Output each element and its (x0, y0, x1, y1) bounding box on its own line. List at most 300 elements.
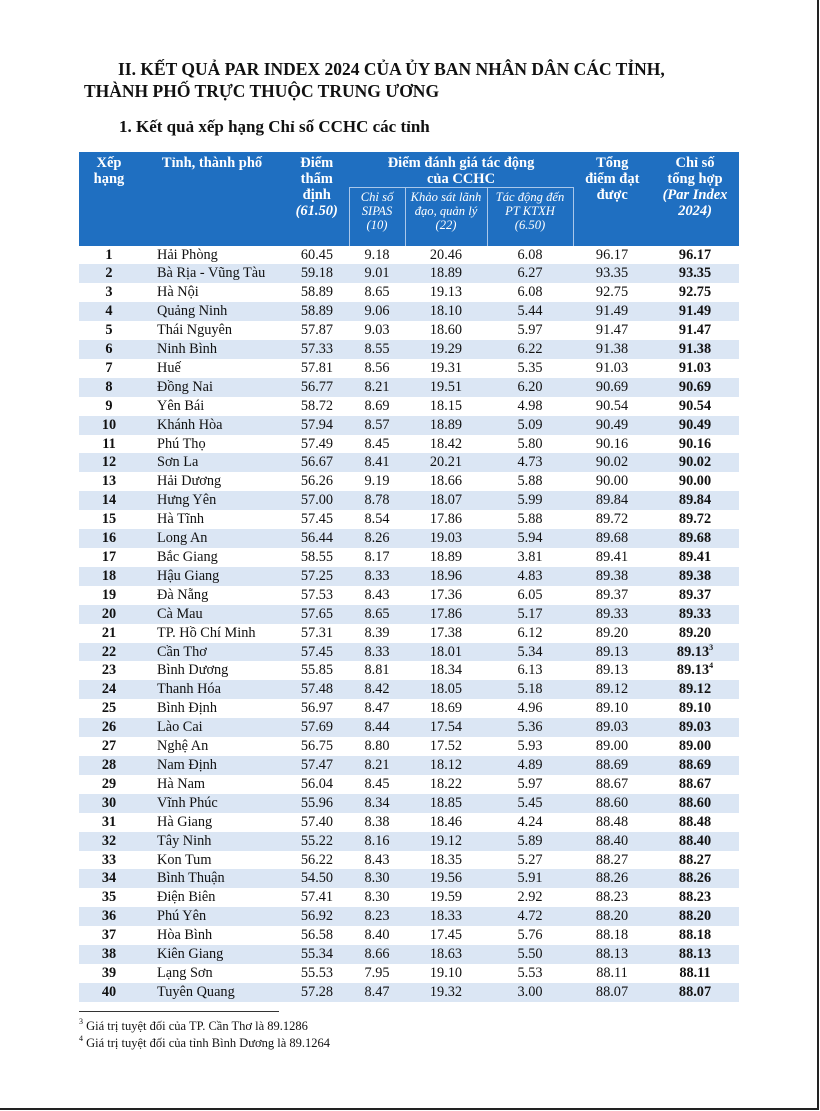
total-cell-text: 89.12 (595, 681, 629, 698)
survey-cell-text: 17.45 (429, 927, 463, 944)
table-row (79, 794, 739, 813)
table-row (79, 586, 739, 605)
rank-cell-text: 25 (101, 700, 117, 717)
index-cell (651, 491, 739, 510)
appraisal-cell-text: 55.34 (300, 946, 334, 963)
table-row (79, 510, 739, 529)
sipas-cell-text: 8.21 (364, 756, 390, 773)
socio-cell (487, 359, 573, 378)
table-row (79, 567, 739, 586)
socio-cell-text: 6.05 (517, 586, 543, 603)
sipas-cell (349, 756, 405, 775)
survey-cell-text: 19.32 (429, 983, 463, 1000)
header-province: Tỉnh, thành phố (139, 152, 285, 246)
province-cell-text: Quảng Ninh (157, 303, 228, 320)
province-cell-text: Huế (157, 359, 181, 376)
rank-cell (79, 548, 139, 567)
sipas-cell (349, 246, 405, 265)
total-cell-text: 89.72 (595, 511, 629, 528)
province-cell-text: Yên Bái (157, 397, 205, 414)
survey-cell (405, 340, 487, 359)
socio-cell-text: 6.27 (517, 265, 543, 282)
socio-cell (487, 983, 573, 1002)
socio-cell (487, 775, 573, 794)
rank-cell (79, 643, 139, 662)
index-cell-text: 89.00 (678, 738, 712, 755)
survey-cell-text: 18.89 (429, 265, 463, 282)
province-cell-text: Vĩnh Phúc (157, 794, 218, 811)
rank-cell-text: 36 (101, 908, 117, 925)
socio-cell (487, 453, 573, 472)
province-cell-text: Hòa Bình (157, 927, 213, 944)
socio-cell (487, 661, 573, 680)
appraisal-cell (285, 718, 349, 737)
sipas-cell (349, 794, 405, 813)
sipas-cell (349, 832, 405, 851)
total-cell (573, 813, 651, 832)
province-cell-text: Điện Biên (157, 889, 216, 906)
table-row (79, 983, 739, 1002)
socio-cell (487, 246, 573, 265)
appraisal-cell (285, 567, 349, 586)
rank-cell (79, 397, 139, 416)
province-cell-text: Lạng Sơn (157, 964, 213, 981)
socio-cell (487, 435, 573, 454)
socio-cell-text: 3.81 (517, 549, 543, 565)
survey-cell-text: 18.34 (429, 662, 463, 679)
index-cell (651, 869, 739, 888)
rank-cell (79, 246, 139, 265)
total-cell (573, 378, 651, 397)
appraisal-cell-text: 55.85 (300, 662, 334, 679)
socio-cell (487, 851, 573, 870)
index-cell (651, 661, 739, 680)
socio-cell (487, 964, 573, 983)
index-cell (651, 529, 739, 548)
index-cell-text: 88.20 (678, 908, 712, 925)
header-socio-line: Tác động đến (495, 190, 565, 204)
appraisal-cell-text: 55.22 (300, 832, 334, 849)
province-cell-text: TP. Hồ Chí Minh (157, 624, 256, 641)
province-cell-text: Hậu Giang (157, 567, 220, 584)
total-cell (573, 775, 651, 794)
sipas-cell-text: 8.69 (364, 397, 390, 414)
table-row (79, 321, 739, 340)
appraisal-cell-text: 58.89 (300, 284, 334, 301)
survey-cell (405, 888, 487, 907)
appraisal-cell-text: 57.87 (300, 322, 334, 339)
header-total-line: Tổng (596, 155, 629, 171)
index-cell-text: 89.72 (678, 511, 712, 528)
survey-cell-text: 17.54 (429, 719, 463, 736)
header-socio-line: (6.50) (514, 218, 546, 232)
appraisal-cell (285, 851, 349, 870)
index-cell-text: 89.13 (676, 662, 710, 679)
province-cell-text: Khánh Hòa (157, 416, 223, 433)
appraisal-cell (285, 680, 349, 699)
survey-cell-text: 19.03 (429, 530, 463, 547)
index-cell-text: 89.20 (678, 624, 712, 641)
total-cell-text: 90.00 (595, 473, 629, 490)
province-cell (139, 983, 285, 1002)
total-cell-text: 89.41 (595, 549, 629, 565)
socio-cell-text: 6.22 (517, 341, 543, 358)
survey-cell-text: 20.21 (429, 454, 463, 471)
total-cell (573, 680, 651, 699)
total-cell (573, 340, 651, 359)
index-cell (651, 624, 739, 643)
sipas-cell (349, 302, 405, 321)
survey-cell-text: 17.36 (429, 586, 463, 603)
province-cell (139, 888, 285, 907)
sipas-cell-text: 8.55 (364, 341, 390, 358)
rank-cell (79, 510, 139, 529)
header-sipas (349, 188, 405, 246)
rank-cell-text: 9 (105, 397, 113, 414)
province-cell (139, 661, 285, 680)
table-row (79, 643, 739, 662)
rank-cell (79, 661, 139, 680)
index-cell-text: 93.35 (678, 265, 712, 282)
socio-cell-text: 5.44 (517, 303, 543, 320)
appraisal-cell-text: 60.45 (300, 246, 334, 263)
index-cell (651, 548, 739, 567)
sipas-cell (349, 718, 405, 737)
appraisal-cell-text: 57.00 (300, 492, 334, 509)
appraisal-cell-text: 56.44 (300, 530, 334, 547)
rank-cell-text: 19 (101, 586, 117, 603)
appraisal-cell-text: 57.25 (300, 567, 334, 584)
survey-cell-text: 19.51 (429, 378, 463, 395)
socio-cell (487, 926, 573, 945)
rank-cell (79, 472, 139, 491)
socio-cell-text: 5.27 (517, 851, 543, 868)
province-cell-text: Tuyên Quang (157, 983, 235, 1000)
socio-cell-text: 5.76 (517, 927, 543, 944)
survey-cell-text: 18.89 (429, 416, 463, 433)
total-cell-text: 96.17 (595, 246, 629, 263)
total-cell (573, 435, 651, 454)
index-cell (651, 775, 739, 794)
survey-cell (405, 416, 487, 435)
socio-cell-text: 5.88 (517, 473, 543, 490)
index-cell-text: 88.11 (679, 964, 711, 981)
index-cell-text: 89.37 (678, 586, 712, 603)
survey-cell (405, 321, 487, 340)
index-cell (651, 397, 739, 416)
rank-cell-text: 14 (101, 492, 117, 509)
province-cell-text: Hưng Yên (157, 492, 217, 509)
table-row (79, 775, 739, 794)
socio-cell (487, 907, 573, 926)
appraisal-cell (285, 888, 349, 907)
sipas-cell (349, 680, 405, 699)
rank-cell-text: 27 (101, 738, 117, 755)
index-cell-text: 89.10 (678, 700, 712, 717)
socio-cell (487, 321, 573, 340)
header-row-top (79, 152, 739, 188)
rank-cell-text: 26 (101, 719, 117, 736)
socio-cell-text: 5.50 (517, 946, 543, 963)
total-cell-text: 90.69 (595, 378, 629, 395)
header-impact-line: của CCHC (426, 171, 496, 187)
survey-cell-text: 18.63 (429, 946, 463, 963)
rank-cell-text: 40 (101, 983, 117, 1000)
total-cell (573, 567, 651, 586)
header-index-line: Chỉ số (675, 155, 715, 171)
appraisal-cell (285, 643, 349, 662)
survey-cell (405, 851, 487, 870)
survey-cell-text: 18.01 (429, 643, 463, 660)
sipas-cell (349, 945, 405, 964)
sipas-cell-text: 8.80 (364, 738, 390, 755)
socio-cell (487, 624, 573, 643)
table-row (79, 699, 739, 718)
total-cell (573, 472, 651, 491)
table-row (79, 718, 739, 737)
table-row (79, 945, 739, 964)
footnote-ref: 4 (709, 661, 714, 671)
province-cell-text: Nghệ An (157, 738, 209, 755)
survey-cell (405, 586, 487, 605)
sipas-cell-text: 8.57 (364, 416, 390, 433)
survey-cell-text: 18.05 (429, 681, 463, 698)
total-cell (573, 832, 651, 851)
sipas-cell-text: 8.56 (364, 359, 390, 376)
appraisal-cell (285, 813, 349, 832)
appraisal-cell (285, 359, 349, 378)
section-heading-line1: II. KẾT QUẢ PAR INDEX 2024 CỦA ỦY BAN NHÂN DÂN CÁC TỈNH, (118, 59, 665, 79)
province-cell (139, 699, 285, 718)
appraisal-cell-text: 57.94 (300, 416, 334, 433)
table-body (79, 246, 739, 1002)
header-impact-group (349, 152, 573, 188)
rank-cell-text: 33 (101, 851, 117, 868)
province-cell (139, 907, 285, 926)
header-index-line: 2024) (678, 203, 712, 219)
index-cell (651, 718, 739, 737)
rank-cell-text: 24 (101, 681, 117, 698)
province-cell-text: Bình Định (157, 700, 217, 717)
rank-cell-text: 21 (101, 624, 117, 641)
appraisal-cell-text: 54.50 (300, 870, 334, 887)
province-cell (139, 472, 285, 491)
sipas-cell-text: 8.81 (364, 662, 390, 679)
socio-cell-text: 4.98 (517, 397, 543, 414)
index-cell (651, 246, 739, 265)
rank-cell (79, 680, 139, 699)
table-row (79, 661, 739, 680)
appraisal-cell (285, 548, 349, 567)
province-cell (139, 869, 285, 888)
total-cell-text: 88.40 (595, 832, 629, 849)
socio-cell-text: 6.12 (517, 624, 543, 641)
total-cell (573, 321, 651, 340)
total-cell-text: 89.68 (595, 530, 629, 547)
appraisal-cell (285, 964, 349, 983)
index-cell-text: 89.68 (678, 530, 712, 547)
total-cell (573, 397, 651, 416)
table-row (79, 302, 739, 321)
index-cell-text: 88.69 (678, 756, 712, 773)
header-index (651, 152, 739, 246)
table-row (79, 832, 739, 851)
table-row (79, 416, 739, 435)
header-sipas-line: SIPAS (361, 204, 393, 218)
sipas-cell (349, 472, 405, 491)
index-cell-text: 91.49 (678, 303, 712, 320)
total-cell-text: 88.60 (595, 794, 629, 811)
province-cell-text: Hà Giang (157, 813, 213, 830)
appraisal-cell-text: 57.48 (300, 681, 334, 698)
table-row (79, 378, 739, 397)
rank-cell-text: 6 (105, 341, 113, 358)
total-cell-text: 89.00 (595, 738, 629, 755)
socio-cell-text: 6.13 (517, 662, 543, 679)
index-cell (651, 453, 739, 472)
sipas-cell-text: 8.45 (364, 435, 390, 452)
rank-cell-text: 16 (101, 530, 117, 547)
total-cell (573, 718, 651, 737)
table-row (79, 888, 739, 907)
footnote-mark: 4 (79, 1034, 83, 1043)
survey-cell (405, 359, 487, 378)
appraisal-cell-text: 56.58 (300, 927, 334, 944)
province-cell (139, 510, 285, 529)
survey-cell (405, 472, 487, 491)
appraisal-cell (285, 737, 349, 756)
total-cell (573, 605, 651, 624)
index-cell (651, 378, 739, 397)
total-cell-text: 88.13 (595, 946, 629, 963)
survey-cell (405, 605, 487, 624)
header-sipas-line: (10) (366, 218, 388, 232)
sipas-cell-text: 8.30 (364, 870, 390, 887)
province-cell-text: Bắc Giang (157, 549, 218, 565)
socio-cell (487, 283, 573, 302)
index-cell (651, 435, 739, 454)
rank-cell-text: 5 (105, 322, 113, 339)
rank-cell (79, 340, 139, 359)
index-cell (651, 851, 739, 870)
socio-cell (487, 888, 573, 907)
appraisal-cell (285, 453, 349, 472)
province-cell-text: Kiên Giang (157, 946, 224, 963)
total-cell (573, 510, 651, 529)
province-cell (139, 435, 285, 454)
province-cell (139, 643, 285, 662)
index-cell (651, 737, 739, 756)
appraisal-cell-text: 55.96 (300, 794, 334, 811)
appraisal-cell (285, 529, 349, 548)
survey-cell (405, 680, 487, 699)
rank-cell-text: 17 (101, 549, 117, 565)
sipas-cell (349, 321, 405, 340)
total-cell (573, 359, 651, 378)
index-cell (651, 321, 739, 340)
province-cell (139, 416, 285, 435)
province-cell (139, 624, 285, 643)
province-cell (139, 321, 285, 340)
sipas-cell-text: 8.17 (364, 549, 390, 565)
appraisal-cell (285, 775, 349, 794)
survey-cell-text: 19.10 (429, 964, 463, 981)
province-cell (139, 945, 285, 964)
survey-cell (405, 302, 487, 321)
appraisal-cell-text: 57.45 (300, 511, 334, 528)
index-cell (651, 567, 739, 586)
index-cell-text: 89.38 (678, 567, 712, 584)
table-row (79, 964, 739, 983)
rank-cell (79, 378, 139, 397)
province-cell (139, 718, 285, 737)
province-cell (139, 851, 285, 870)
index-cell (651, 813, 739, 832)
rank-cell-text: 30 (101, 794, 117, 811)
province-cell (139, 586, 285, 605)
appraisal-cell-text: 57.69 (300, 719, 334, 736)
total-cell-text: 88.26 (595, 870, 629, 887)
table-row (79, 435, 739, 454)
survey-cell (405, 624, 487, 643)
socio-cell (487, 718, 573, 737)
socio-cell-text: 2.92 (517, 889, 543, 906)
appraisal-cell-text: 57.31 (300, 624, 334, 641)
appraisal-cell (285, 624, 349, 643)
sipas-cell (349, 983, 405, 1002)
survey-cell (405, 718, 487, 737)
total-cell-text: 88.23 (595, 889, 629, 906)
socio-cell (487, 737, 573, 756)
index-cell (651, 907, 739, 926)
total-cell-text: 88.18 (595, 927, 629, 944)
total-cell-text: 90.54 (595, 397, 629, 414)
socio-cell (487, 945, 573, 964)
header-impact-line: Điểm đánh giá tác động (387, 155, 535, 171)
sipas-cell-text: 8.47 (364, 700, 390, 717)
index-cell-text: 90.00 (678, 473, 712, 490)
header-socio-line: PT KTXH (505, 204, 555, 218)
survey-cell-text: 17.86 (429, 605, 463, 622)
province-cell-text: Đà Nẵng (157, 586, 209, 603)
sipas-cell (349, 699, 405, 718)
header-rank (79, 152, 139, 246)
socio-cell (487, 302, 573, 321)
rank-cell (79, 926, 139, 945)
appraisal-cell-text: 57.41 (300, 889, 334, 906)
table-row (79, 680, 739, 699)
index-cell (651, 756, 739, 775)
footnote-divider (79, 1011, 279, 1012)
total-cell (573, 624, 651, 643)
index-cell-text: 92.75 (678, 284, 712, 301)
header-appraisal-line: (61.50) (295, 203, 338, 219)
rank-cell (79, 794, 139, 813)
appraisal-cell (285, 283, 349, 302)
socio-cell (487, 680, 573, 699)
province-cell (139, 264, 285, 283)
socio-cell-text: 5.80 (517, 435, 543, 452)
header-total (573, 152, 651, 246)
survey-cell (405, 832, 487, 851)
survey-cell (405, 775, 487, 794)
total-cell (573, 851, 651, 870)
index-cell-text: 88.13 (678, 946, 712, 963)
socio-cell (487, 699, 573, 718)
total-cell (573, 548, 651, 567)
header-index-line: tổng hợp (667, 171, 723, 187)
total-cell (573, 661, 651, 680)
